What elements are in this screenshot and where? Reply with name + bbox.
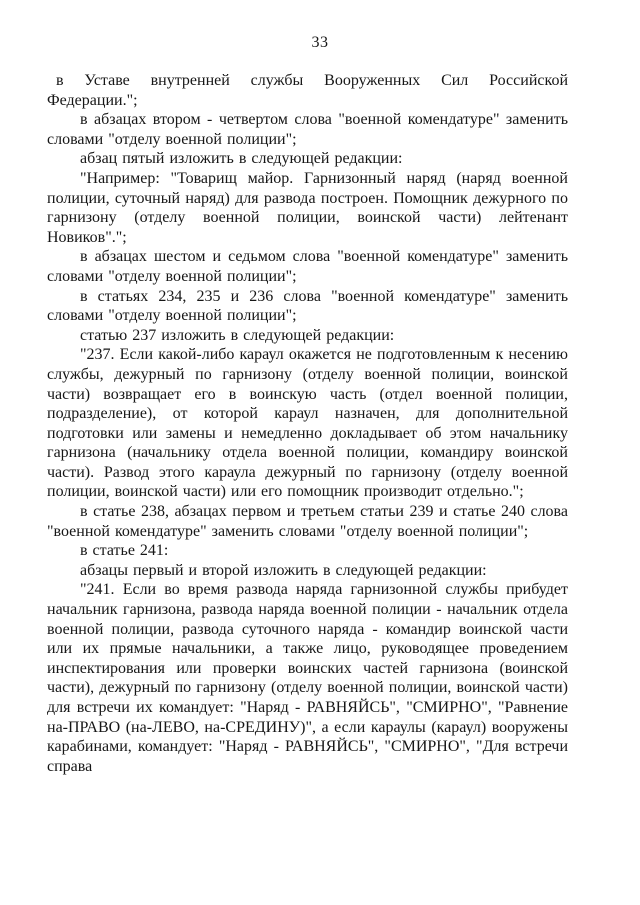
- paragraph: в статье 241:: [80, 542, 169, 560]
- paragraph: "Например: "Товарищ майор. Гарнизонный наряд (наряд военной полиции, суточный наряд) для развода построен. Помощник дежурного по гарнизону (отделу военной полиции, воинской части) лейтенант Новиков".";: [47, 169, 568, 246]
- paragraph: в статьях 234, 235 и 236 слова "военной комендатуре" заменить словами "отделу военной полиции";: [47, 287, 568, 325]
- page-number: 33: [311, 34, 329, 51]
- paragraph: "237. Если какой-либо караул окажется не подготовленным к несению службы, дежурный по гарнизону (отделу военной полиции, воинской части) возвращает его в воинскую часть (отдел военной полиции, подразделение), от которой караул назначен, для дополнительной подготовки или замены и немедленно докладывает об этом начальнику гарнизона (начальнику отдела военной полиции, командиру воинской части). Развод этого караула дежурный по гарнизону (отделу военной полиции, воинской части) или его помощник производит отдельно.";: [47, 346, 568, 501]
- paragraph: в абзацах втором - четвертом слова "военной комендатуре" заменить словами "отделу военной полиции";: [47, 111, 568, 148]
- paragraph: в Уставе внутренней службы Вооруженных Сил Российской Федерации.";: [47, 72, 568, 109]
- paragraph: абзацы первый и второй изложить в следующей редакции:: [80, 561, 487, 579]
- paragraph: абзац пятый изложить в следующей редакции:: [80, 150, 403, 168]
- paragraph: в абзацах шестом и седьмом слова "военной комендатуре" заменить словами "отделу военной полиции";: [47, 248, 568, 285]
- paragraph: в статье 238, абзацах первом и третьем статьи 239 и статье 240 слова "военной комендатуре" заменить словами "отделу военной полиции";: [47, 503, 568, 540]
- document-body: [47, 71, 568, 776]
- paragraph: статью 237 изложить в следующей редакции:: [80, 326, 395, 344]
- paragraph: "241. Если во время развода наряда гарнизонной службы прибудет начальник гарнизона, развода наряда военной полиции - начальник отдела военной полиции, развода суточного наряда - командир воинской части или их прямые начальники, а также лицо, руководящее проведением инспектирования или проверки воинских частей гарнизона (воинской части), дежурный по гарнизону (отделу военной полиции, воинской части) для встречи их командует: "Наряд - РАВНЯЙСЬ", "СМИРНО", "Равнение на-ПРАВО (на-ЛЕВО, на-СРЕДИНУ)", а если караулы (караул) вооружены карабинами, командует: "Наряд - РАВНЯЙСЬ", "СМИРНО", "Для встречи справа: [47, 581, 568, 775]
